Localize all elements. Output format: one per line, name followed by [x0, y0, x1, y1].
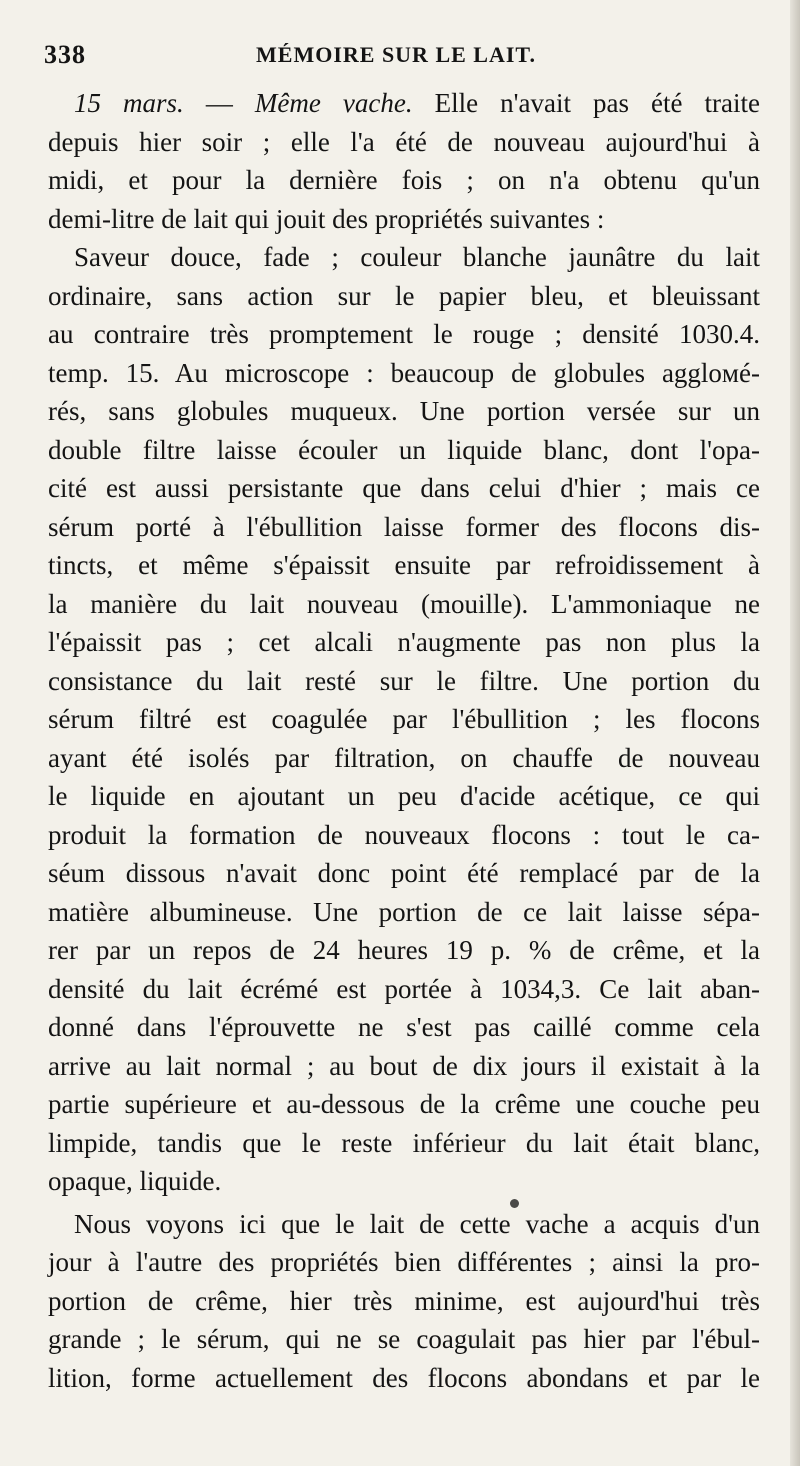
paragraph-2-line: rer par un repos de 24 heures 19 p. % de crême, et la	[48, 935, 760, 965]
entry-date: 15 mars.	[74, 88, 184, 118]
paragraph-2-line: la manière du lait nouveau (mouille). L'ammoniaque ne	[48, 588, 760, 619]
paragraph-3-line: grande ; le sérum, qui ne se coagulait pas hier par l'ébul-	[48, 1324, 760, 1354]
paragraph-2-line: tincts, et même s'épaissit ensuite par refroidissement à	[48, 550, 760, 580]
entry-subject: Même vache.	[254, 88, 413, 118]
paragraph-3-line: Nous voyons ici que le lait de cette vache a acquis d'un	[74, 1208, 760, 1239]
paragraph-2-line: l'épaissit pas ; cet alcali n'augmente pas non plus la	[48, 627, 760, 657]
paragraph-1-line: demi-litre de lait qui jouit des propriétés suivantes :	[48, 203, 605, 234]
paragraph-2-line: sérum filtré est coagulée par l'ébullition ; les flocons	[48, 704, 760, 734]
paragraph-2-line: Saveur douce, fade ; couleur blanche jaunâtre du lait	[74, 242, 760, 272]
paragraph-3-line: lition, forme actuellement des flocons abondans et par le	[48, 1362, 760, 1393]
running-title: MÉMOIRE SUR LE LAIT.	[256, 42, 536, 67]
paragraph-1-line-1-rest: Elle n'avait pas été traite	[412, 88, 761, 118]
paragraph-2-line: rés, sans globules muqueux. Une portion versée sur un	[48, 396, 760, 426]
paragraph-2-line: cité est aussi persistante que dans celui d'hier ; mais ce	[48, 473, 760, 503]
paragraph-2-line: ayant été isolés par filtration, on chauffe de nouveau	[48, 742, 760, 773]
page-gutter-shadow	[790, 0, 800, 1466]
paragraph-3-line: portion de crême, hier très minime, est aujourd'hui très	[48, 1285, 760, 1316]
paragraph-3-line: jour à l'autre des propriétés bien différentes ; ainsi la pro-	[48, 1247, 760, 1277]
paragraph-2-line: double filtre laisse écouler un liquide blanc, dont l'opa-	[48, 434, 760, 465]
paragraph-2-line: consistance du lait resté sur le filtre. Une portion du	[48, 665, 760, 696]
paragraph-2-line: densité du lait écrémé est portée à 1034,3. Ce lait aban-	[48, 973, 760, 1004]
ink-blot-mark	[510, 1199, 519, 1208]
paragraph-2-line: le liquide en ajoutant un peu d'acide acétique, ce qui	[48, 781, 760, 811]
paragraph-2-line: limpide, tandis que le reste inférieur du lait était blanc,	[48, 1127, 760, 1158]
paragraph-2-line: opaque, liquide.	[48, 1166, 222, 1196]
paragraph-2-line: produit la formation de nouveaux flocons : tout le ca-	[48, 819, 760, 850]
paragraph-2-line: temp. 15. Au microscope : beaucoup de globules aggloмé-	[48, 357, 760, 388]
entry-dash: —	[183, 88, 255, 118]
paragraph-2-line: ordinaire, sans action sur le papier bleu, et bleuissant	[48, 280, 760, 311]
paragraph-2-line: sérum porté à l'ébullition laisse former des flocons dis-	[48, 511, 760, 542]
body-text	[48, 84, 760, 1397]
paragraph-2-line: au contraire très promptement le rouge ; densité 1030.4.	[48, 319, 760, 349]
paragraph-2-line: matière albumineuse. Une portion de ce lait laisse sépa-	[48, 896, 760, 927]
paragraph-2-line: partie supérieure et au-dessous de la crême une couche peu	[48, 1089, 760, 1119]
paragraph-1-line: midi, et pour la dernière fois ; on n'a obtenu qu'un	[48, 165, 760, 195]
paragraph-2-line: arrive au lait normal ; au bout de dix jours il existait à la	[48, 1050, 760, 1081]
page-number: 338	[44, 40, 86, 69]
paragraph-1-line-1	[48, 84, 760, 123]
paragraph-2-line: donné dans l'éprouvette ne s'est pas caillé comme cela	[48, 1012, 760, 1042]
paragraph-2-line: séum dissous n'avait donc point été remplacé par de la	[48, 858, 760, 888]
page-header	[44, 40, 744, 76]
paragraph-1-line: depuis hier soir ; elle l'a été de nouveau aujourd'hui à	[48, 126, 760, 157]
